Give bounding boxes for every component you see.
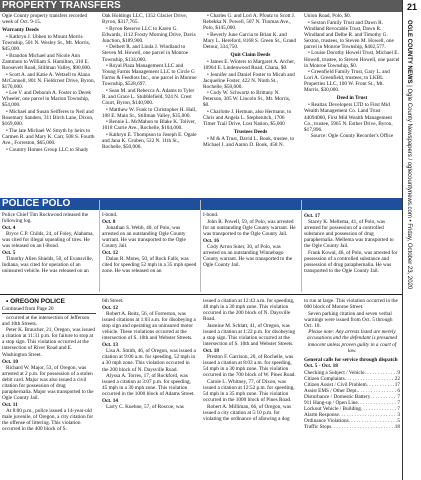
entry-text: I-bond. bbox=[203, 212, 219, 218]
entry-text: • Charlotte J. Herman, also Hermann, to Chris and Angela L. Stephenitch, 1706 Timer Trail Drive, Lost Nation, $5,000 bbox=[203, 109, 292, 128]
oregon-column-1 bbox=[2, 298, 96, 433]
dispatch-count: 17 bbox=[394, 381, 400, 388]
entry-text: John R. Powell, 59, of Polo, was arrested for an outstanding Ogle County warrant. He was transported to the Ogle County Jail. bbox=[203, 218, 296, 237]
date-subheading: Oct. 18 bbox=[203, 347, 220, 354]
dispatch-label: Disturbance / Domestic Battery bbox=[304, 393, 371, 400]
entry-text: issued a citation at 12:43 a.m. for speeding, 48 mph in a 30 mph zone. This violation occurred in the 200 block of N. Daysville Road. bbox=[203, 298, 295, 323]
police-column-1 bbox=[2, 212, 96, 275]
date-subheading: Oct. 4 bbox=[2, 225, 16, 232]
column-separator bbox=[200, 200, 201, 292]
folio-site-sep: | bbox=[406, 85, 412, 89]
entry-text: • Charles G. and Lori A. Pfoutz to Scott J. Rebekka N. Powell, 507 N. Thomas Ave., Polo, $145,000. bbox=[203, 13, 296, 32]
entry-text: Peter K. Braucher, 21, Oregon, was issued a citation at 11:31 p.m. for failure to stop at a stop sign. This violation occurred at the intersection of River Road and E. Washington Street. bbox=[2, 327, 96, 358]
entry-text: At 8:00 p.m., police issued a 14-year-old male juvenile, of Oregon, a city citation for the offense of littering. This violation occurred in the 400 block of S. bbox=[2, 407, 94, 433]
entry-text: • Sean M. and Rebecca A. Adams to Tyler R. and Grace L. Stubblefield, 924 N. Crest Court, Byron, $140,900. bbox=[102, 87, 195, 107]
oregon-police-heading: • OREGON POLICE bbox=[6, 298, 65, 305]
entry-text: • Lee V. and Deborah A. Foster to Derek Wheeler, one parcel in Marion Township, $54,000. bbox=[2, 90, 92, 109]
entry-text: • James E. Winters to Margaret A. Archer, 10964 E. Lindenwood Road, Chana, $0. bbox=[203, 58, 296, 71]
transfers-column-2 bbox=[102, 13, 197, 151]
entry-text: • Realtax Developers LTD to First Mid Wealth Management Co. Land Trust 44094060, First Mid Wealth Management Co., trustee, 5965 N. Esther Drive, Byron, $17,896. bbox=[304, 102, 393, 133]
dispatch-row bbox=[304, 424, 400, 430]
dispatch-count: 7 bbox=[397, 393, 400, 400]
entry-text: Robert A. Milliman, 66, of Oregon, was issued a city citation at 5:10 p.m. for violating the ordinance of allowing a dog bbox=[203, 403, 291, 422]
dispatch-count: 3 bbox=[397, 412, 400, 419]
dispatch-count: 7 bbox=[397, 399, 400, 406]
entry-text: • M & A Trust, David L. Book, trustee, to Michael J. and Aaron D. Book, 458 N. bbox=[203, 136, 295, 149]
section-subheading: Quit Claim Deeds bbox=[230, 51, 271, 58]
dispatch-title: General calls for service through dispatch Oct. 5 - Oct. 18 bbox=[304, 356, 398, 369]
entry-text: Oak Holdings LLC, 1352 Glacier Drive, Byron, $317,765. bbox=[102, 13, 188, 26]
entry-text: • Royal Plaza Management LLC and Young Farms Management LLC to Circle G Farms & Feedlots Inc., one parcel in Monroe Township, $528,697. bbox=[102, 63, 197, 88]
dispatch-count: 7 bbox=[397, 405, 400, 412]
section-subheading: Deed in Trust bbox=[336, 95, 368, 102]
date-subheading: Oct. 12 bbox=[102, 250, 119, 257]
entry-text: • Beverly June Garcia to Brian K. and Mary L. Hereford, 8168 S. Green St., Grand Detour, 334,750. bbox=[203, 31, 297, 50]
dispatch-count: 6 bbox=[397, 387, 400, 394]
police-column-3 bbox=[203, 212, 298, 269]
entry-text: • Sexton Family Trust and Dawn R. Windland Revocable Trust, Dawn R. Windland and Delbe R. and Timothy G. Sexton, trustees, to Steven M. Howell, one parcel in Monroe Township, $402,577. bbox=[304, 19, 394, 50]
paper-name: OGLE COUNTY NEWS bbox=[406, 20, 412, 84]
entry-text: Stacey K. Mellema, 41, of Polo, was arrested for possession of a controlled substance and possession of drug paraphernalia. Mellema was transported to the Ogle County Jail. bbox=[304, 219, 394, 250]
transfers-column-3 bbox=[203, 13, 298, 149]
police-polo-header bbox=[0, 198, 403, 210]
section-divider bbox=[0, 294, 403, 295]
entry-text: • Country Homes Group LLC to Shady bbox=[6, 146, 89, 153]
entry-text: • Delbert R. and Linda J. Windland to Steven M. Howell, one parcel in Monroe Township, $134,000. bbox=[102, 44, 189, 63]
section-subheading: Trustees Deeds bbox=[233, 129, 268, 136]
entry-text: • Kathryn J. Ubben to Mount Morris Township, 501 N. Wesley St., Mt. Morris, $45,000. bbox=[2, 34, 91, 53]
entry-text: Please note: Any arrests listed are merely accusations and the defendant is presumed innocent unless proven guilty in a court of law. bbox=[306, 329, 398, 354]
entry-text: Dalan R. Motes, 50, of Rock Falls, was cited for speeding 52 mph in a 35 mph speed zone. He was released on an bbox=[102, 256, 197, 275]
continued-note: Continued from Page 20 bbox=[2, 305, 54, 312]
property-transfers-title: PROPERTY TRANSFERS bbox=[2, 0, 121, 11]
entry-text: occurred at the intersection of Jefferson and 10th Streets. bbox=[2, 314, 90, 327]
page-number: 21 bbox=[406, 2, 417, 12]
dispatch-count: 18 bbox=[394, 424, 400, 431]
dispatch-count: 5 bbox=[397, 418, 400, 425]
entry-text: • Kathryn E. Thompson to Joseph E. Ogale and Jana K. Gruben, 522 N. 11th St., Rochelle, $50,000. bbox=[102, 132, 197, 151]
entry-text: Jasmine M. Schlatt, 41, of Oregon, was issued a citation at 1:22 p.m. for disobeying a stop sign. This violation occurred at the intersection of S. 10th and Webster Streets. bbox=[203, 322, 296, 347]
entry-text: Source: Ogle County Recorder's Office bbox=[310, 133, 394, 140]
entry-text: • Greenfield Family Trust, Gary L. and Lori A. Greenfield, trustees, to LKBL Properties LLC, 100 W. Front St., Mt. Morris, $30,000. bbox=[304, 69, 390, 94]
police-column-4 bbox=[304, 212, 400, 275]
oregon-column-4 bbox=[304, 298, 400, 430]
entry-text: Union Road, Polo, $0. bbox=[304, 13, 351, 19]
entry-text: Carole L. Whitney, 77, of Dixon, was issued a citation at 12:52 p.m. for speeding, 54 mph in a 35 mph zone. This violation occurred in the 1000 block of Pines Road. bbox=[203, 378, 295, 403]
date-subheading: Oct. 10 bbox=[2, 358, 19, 365]
entry-text: • The late Michael W. Smyth by heirs to Carmen R. and Mary K. Carr, 508 S. Fourth Ave., Forreston, $65,000. bbox=[2, 127, 95, 146]
entry-text: • Jennifer and Daniel Foster to Micah and Jacqueline Foster, 422 N. Ninth St., Rochelle, $50,000. bbox=[203, 71, 295, 90]
oregon-column-3 bbox=[203, 298, 298, 422]
entry-text: • Brandon Michael and Nicole Ann Zammuto to William S. Hamilton, 310 E. Roosevelt Road, Stillman Valley, $90,000. bbox=[2, 52, 92, 71]
date-subheading: Oct. 17 bbox=[304, 213, 321, 219]
oregon-column-4-body bbox=[304, 298, 400, 354]
paper-site: Ogle County Newspapers / oglecountynews.com bbox=[406, 88, 412, 218]
oregon-column-1-body bbox=[2, 315, 96, 432]
entry-text: • Michael and Susan Seifferes to Neil and Rosemary Sanders, 311 Birch Lane, Dixon, $169,000. bbox=[2, 109, 94, 128]
dispatch-label: Ordinance Violations bbox=[304, 418, 349, 425]
dispatch-label: Checking a Subject / Vehicle bbox=[304, 369, 365, 376]
dispatch-list bbox=[304, 370, 400, 430]
transfers-column-1 bbox=[2, 13, 96, 153]
police-column-2 bbox=[102, 212, 197, 275]
dispatch-label: Traffic Stops bbox=[304, 424, 332, 431]
entry-text: Alyssa A. Torres, 17, of Rockford, was issued a citation at 3:07 p.m. for speeding, 45 mph in a 30 mph zone. This violation occurred in the 1000 block of Adams Street. bbox=[102, 373, 195, 398]
entry-text: Preston F. Garrison, 20, of Rochelle, was issued a citation at 8:03 a.m. for speeding, 54 mph in a 30 mph zone. This violation occurred in the 700 block of W. Pines Road. bbox=[203, 354, 296, 379]
entry-text: • Cody W. Schwartz to Brittany N. Peterson, 305 W. Lincoln St., Mt. Morris, $0. bbox=[203, 90, 291, 109]
dispatch-label: Citizen Complaints bbox=[304, 375, 345, 382]
entry-text: • Scott A. and Katie A. Wetzell to Alana McConnell, 801 N. Fieldcrest Drive, Byron, $170,000. bbox=[2, 71, 95, 90]
date-subheading: Oct. 14 bbox=[102, 398, 119, 405]
entry-text: • Louise Dorothy Howell Trust, Michael E. Howell, trustee, to Steven Howell, one parcel in Monroe Township, $0. bbox=[304, 50, 400, 69]
issue-date: Friday, October 23, 2020 bbox=[406, 223, 412, 290]
entry-text: Larry C. Kuehne, 57, of Roscoe, was bbox=[106, 404, 184, 411]
date-subheading: Oct. 16 bbox=[203, 237, 220, 244]
dispatch-label: Lockout Vehicle / Building bbox=[304, 405, 361, 412]
dot-leader bbox=[331, 424, 394, 430]
dispatch-label: Assist EMS / Other Dept. bbox=[304, 387, 358, 394]
entry-text: • Matthew W. Funk to Christopher H. Hall, 108 E. Main St., Stillman Valley, $35,000. bbox=[102, 106, 197, 119]
entry-text: Lisa A. Smith, 46, of Oregon, was issued a citation at 9:06 a.m. for speeding, 52 mph in a 30 mph zone. This violation occurred in the 200 block of N. Daysville Road. bbox=[102, 348, 196, 373]
entry-text: Jonathan S. Webb, 40, of Polo, was arrested on an outstanding Ogle County warrant. He was transported to the Ogle County Jail. bbox=[102, 225, 186, 250]
entry-text: Frank Kowal, 46, of Polo, was arrested for possession of a controlled substance and possession of drug paraphernalia. He was transported to the Ogle County Jail. bbox=[304, 249, 398, 275]
folio-date-sep: • bbox=[406, 219, 412, 224]
entry-text: Bryce C.P. Childs, 24, of Foley, Alabama, was cited for illegal squealing of tires. He was released on an I-Bond. bbox=[2, 231, 94, 250]
entry-text: Seven parking citation and seven verbal warnings were issued from Oct. 5 through Oct. 18. bbox=[304, 310, 393, 329]
date-subheading: Oct. 13 bbox=[102, 342, 119, 349]
folio-text bbox=[406, 20, 412, 289]
date-subheading: Oct. 12 bbox=[102, 305, 119, 312]
dispatch-label: Citizen Assist / Civil Problem bbox=[304, 381, 367, 388]
entry-text: to run at large. This violation occurred in the 600 block of Monroe Street. bbox=[304, 298, 398, 311]
entry-text: Ogle County property transfers recorded week of Oct. 9-15. bbox=[2, 13, 88, 26]
entry-text: Cody Arron Suter, 30, of Polo, was arrested on an outstanding Winnebago County warrant. He was transported to the Ogle County Jail. bbox=[203, 243, 293, 268]
date-subheading: Oct. 8 bbox=[102, 219, 116, 226]
continued-rule bbox=[2, 313, 96, 314]
entry-text: • Byron Reserve LLC to Karen G. Edwards, 1112 Frosty Morning Drive, Davis Junction, $189,900. bbox=[102, 25, 196, 44]
date-subheading: Oct. 11 bbox=[2, 401, 18, 408]
date-subheading: Oct. 5 bbox=[2, 250, 16, 257]
transfers-column-4 bbox=[304, 13, 400, 140]
dispatch-count: 22 bbox=[394, 375, 400, 382]
entry-text: I-bond. bbox=[102, 212, 118, 218]
column-separator bbox=[99, 200, 100, 292]
entry-text: Robert A. Reitz, 56, of Forreston, was issued citations at 1:03 a.m. for disobeying a stop sign and operating an uninsured motor vehicle. These violations occurred at the intersection of S. 10th and Webster Streets. bbox=[102, 311, 196, 342]
page-folio-sidebar bbox=[402, 0, 421, 480]
entry-text: Timothy Allen Shields, 50, of Evansville, Indiana, was cited for operation of an uninsured vehicle. He was released on an bbox=[2, 256, 94, 275]
dispatch-label: 911 Hang-up / Open Line bbox=[304, 399, 358, 406]
entry-text: Police Chief Tim Rockwood released the following log. bbox=[2, 212, 89, 225]
property-transfers-header bbox=[0, 0, 403, 12]
section-subheading: Warranty Deeds bbox=[2, 27, 39, 34]
entry-text: 6th Street. bbox=[102, 298, 124, 304]
dispatch-label: Alarm Response bbox=[304, 412, 339, 419]
dispatch-count: 9 bbox=[397, 369, 400, 376]
entry-text: Richard W. Major, 53, of Oregon, was arrested at 2 p.m. for possession of a stolen debit card. Major was also issued a civil citation for possession of drug paraphernalia. Major was transported to the Ogle County Jail. bbox=[2, 364, 94, 401]
column-separator bbox=[301, 200, 302, 292]
oregon-column-2 bbox=[102, 298, 197, 411]
entry-text: • Bennie L. McMahon to Blake K. Toliver, 1018 Carrie Ave., Rochelle, $104,000. bbox=[102, 119, 196, 132]
police-polo-title: POLICE POLO bbox=[2, 198, 71, 209]
